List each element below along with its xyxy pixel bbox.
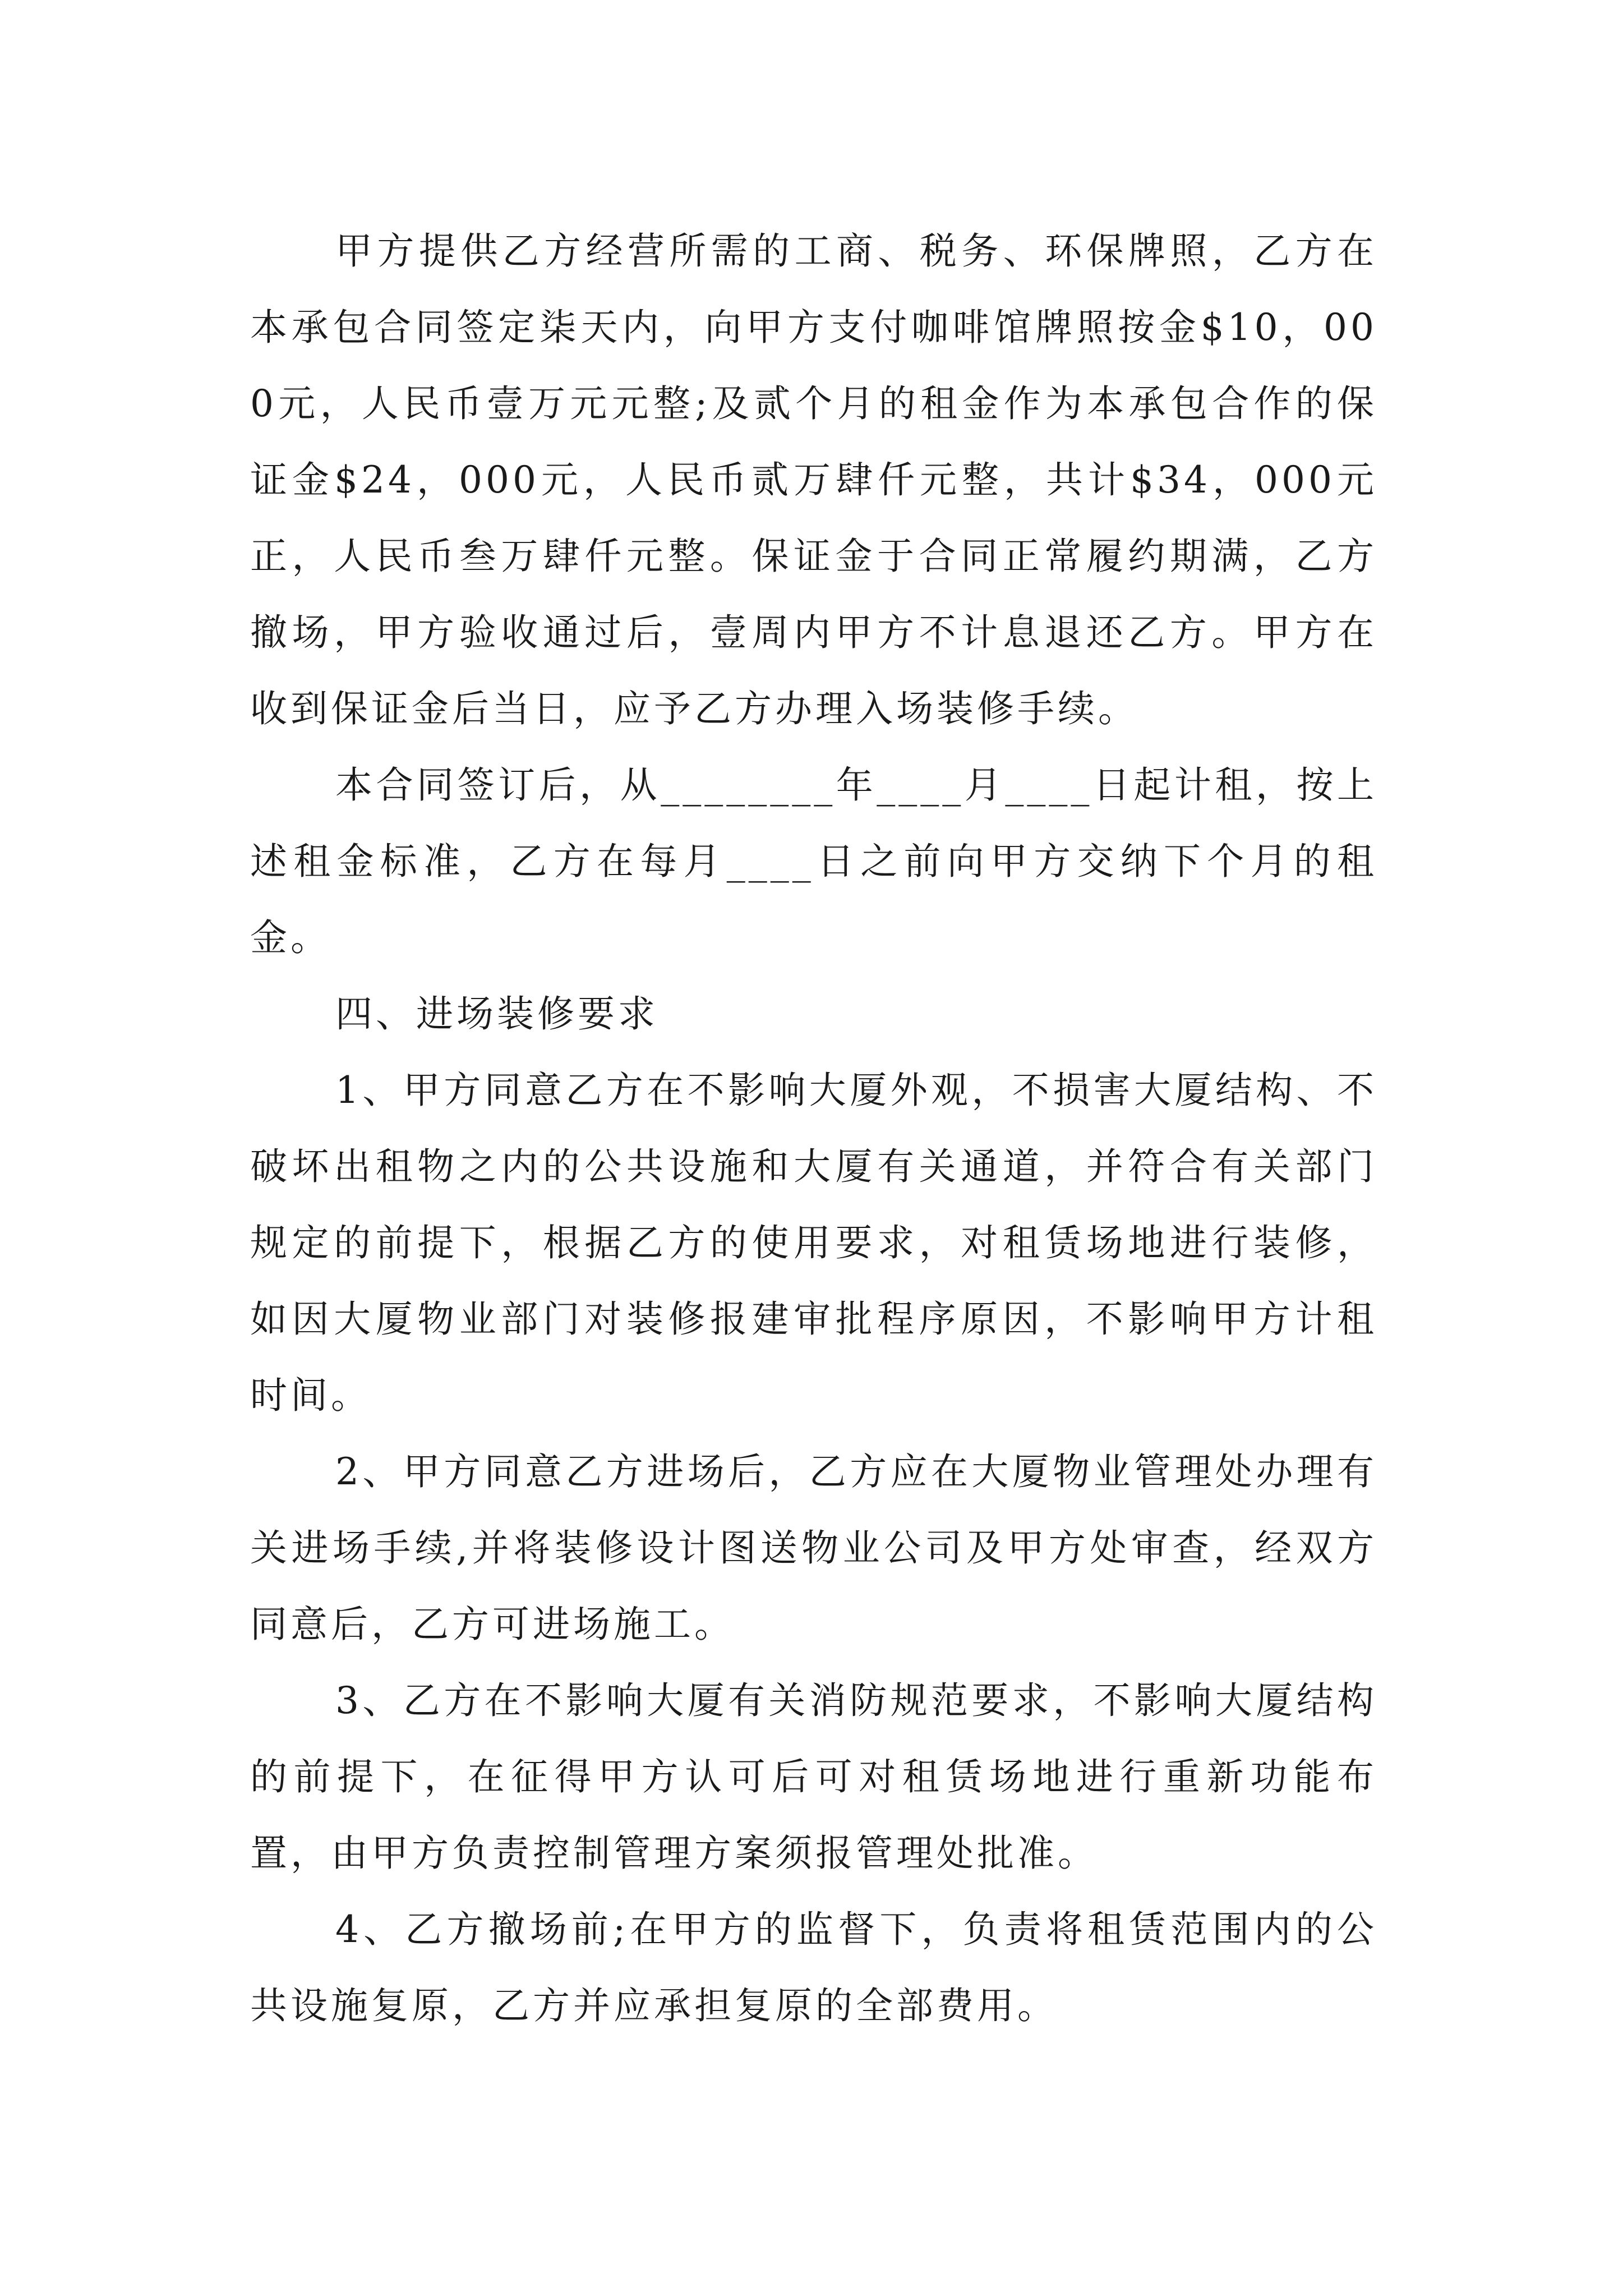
paragraph-deposit: 甲方提供乙方经营所需的工商、税务、环保牌照，乙方在本承包合同签定柒天内，向甲方支付咖啡馆牌照按金$10，000元，人民币壹万元元整;及贰个月的租金作为本承包合作的保证金$24，000元，人民币贰万肆仟元整，共计$34，000元正，人民币叁万肆仟元整。保证金于合同正常履约期满，乙方撤场，甲方验收通过后，壹周内甲方不计息退还乙方。甲方在收到保证金后当日，应予乙方办理入场装修手续。: [250, 229, 1377, 730]
paragraph-rent-start: 本合同签订后，从________年____月____日起计租，按上述租金标准，乙方在每月____日之前向甲方交纳下个月的租金。: [250, 763, 1377, 959]
clause-3: 3、乙方在不影响大厦有关消防规范要求，不影响大厦结构的前提下，在征得甲方认可后可对租赁场地进行重新功能布置，由甲方负责控制管理方案须报管理处批准。: [250, 1679, 1377, 1875]
section-heading-renovation: 四、进场装修要求: [335, 992, 658, 1036]
document-body: [250, 213, 1377, 2044]
clause-4: 4、乙方撤场前;在甲方的监督下，负责将租赁范围内的公共设施复原，乙方并应承担复原的全部费用。: [250, 1908, 1377, 2027]
clause-1: 1、甲方同意乙方在不影响大厦外观，不损害大厦结构、不破坏出租物之内的公共设施和大厦有关通道，并符合有关部门规定的前提下，根据乙方的使用要求，对租赁场地进行装修，如因大厦物业部门对装修报建审批程序原因，不影响甲方计租时间。: [250, 1069, 1377, 1417]
clause-2: 2、甲方同意乙方进场后，乙方应在大厦物业管理处办理有关进场手续,并将装修设计图送物业公司及甲方处审查，经双方同意后，乙方可进场施工。: [250, 1450, 1377, 1646]
